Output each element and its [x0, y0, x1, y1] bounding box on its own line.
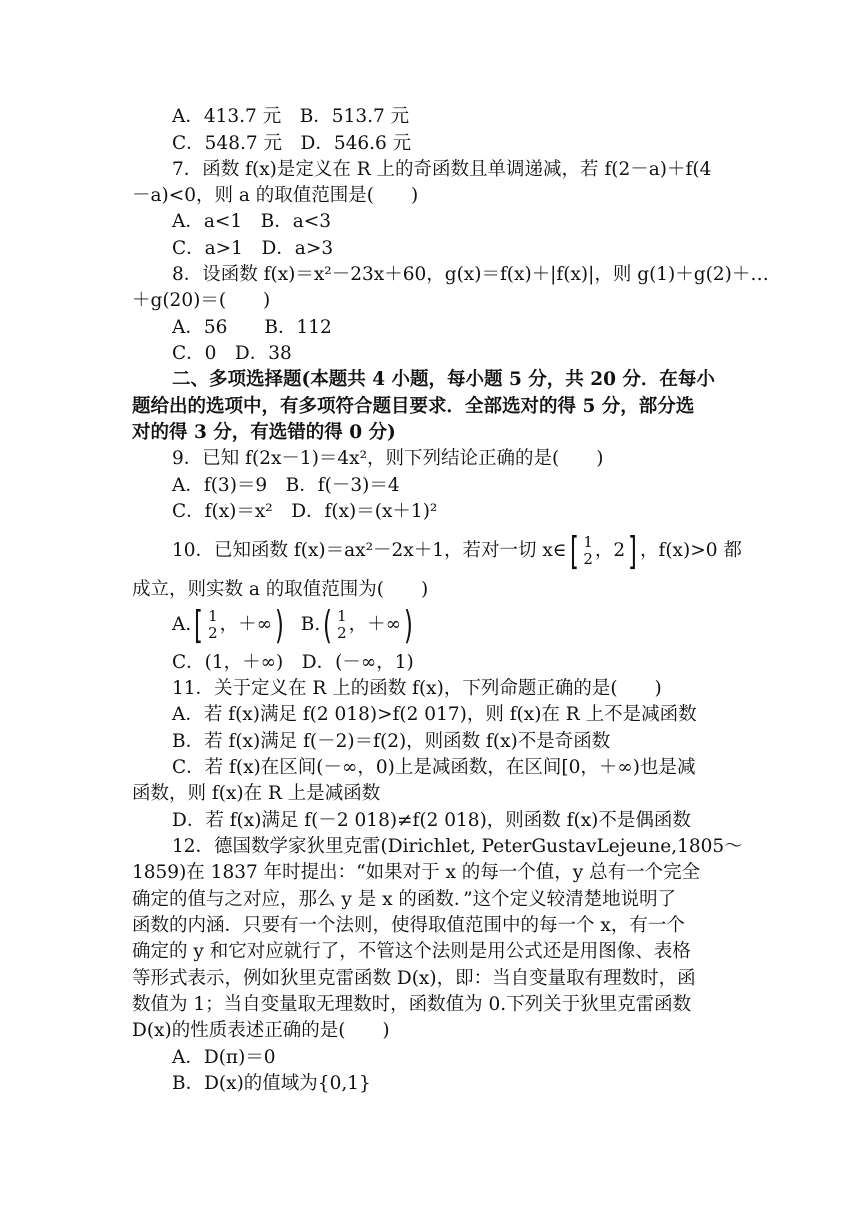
q12-stem-line2: 1859)在 1837 年时提出：“如果对于 x 的每一个值，y 总有一个完全: [132, 862, 701, 883]
fraction-denominator: 2: [208, 624, 218, 642]
right-paren: ): [404, 603, 413, 647]
q8-options-cd: C．0 D．38: [172, 343, 292, 364]
q6-options-cd: C．548.7 元 D．546.6 元: [172, 133, 412, 154]
section2-heading-line3: 对的得 3 分，有选错的得 0 分): [132, 422, 396, 443]
q7-options-ab: A．a<1 B．a<3: [172, 211, 332, 232]
q12-stem-line7: 数值为 1；当自变量取无理数时，函数值为 0.下列关于狄里克雷函数: [132, 994, 692, 1015]
q10-options-ab: [172, 602, 416, 648]
q12-option-b: B．D(x)的值域为{0,1}: [172, 1073, 371, 1094]
fraction-denominator: 2: [583, 550, 593, 568]
q10-options-cd: C．(1，＋∞) D．(－∞，1): [172, 652, 414, 673]
q7-stem-line1: 7．函数 f(x)是定义在 R 上的奇函数且单调递减，若 f(2－a)＋f(4: [172, 159, 712, 180]
q11-option-c-line1: C．若 f(x)在区间(－∞，0)上是减函数，在区间[0，＋∞)也是减: [172, 757, 696, 778]
q10-fraction: [583, 534, 593, 568]
q9-options-ab: A．f(3)＝9 B．f(－3)＝4: [172, 475, 400, 496]
q7-options-cd: C．a>1 D．a>3: [172, 238, 334, 259]
q12-option-a: A．D(π)＝0: [172, 1047, 276, 1068]
q10-stem-post: ，f(x)>0 都: [639, 540, 742, 561]
q10-stem-pre: 10．已知函数 f(x)＝ax²－2x＋1，若对一切 x∈: [172, 540, 567, 561]
q10-stem-line1: [172, 528, 742, 574]
q11-stem: 11．关于定义在 R 上的函数 f(x)，下列命题正确的是( ): [172, 678, 662, 699]
q12-stem-line5: 确定的 y 和它对应就行了，不管这个法则是用公式还是用图像、表格: [132, 941, 691, 962]
q12-stem-line6: 等形式表示，例如狄里克雷函数 D(x)，即：当自变量取有理数时，函: [132, 968, 696, 989]
left-bracket: [: [569, 529, 579, 573]
q11-option-a: A．若 f(x)满足 f(2 018)>f(2 017)，则 f(x)在 R 上不是减函数: [172, 704, 697, 725]
section2-heading-line2: 题给出的选项中，有多项符合题目要求．全部选对的得 5 分，部分选: [132, 396, 695, 417]
left-bracket: [: [194, 603, 204, 647]
q8-stem-line1: 8．设函数 f(x)＝x²－23x＋60，g(x)＝f(x)＋|f(x)|，则 g(1)＋g(2)＋…: [172, 264, 769, 285]
q11-option-d: D．若 f(x)满足 f(－2 018)≠f(2 018)，则函数 f(x)不是偶函数: [172, 810, 691, 831]
q6-options-ab: A．413.7 元 B．513.7 元: [172, 106, 410, 127]
q10-option-a-label: A.: [172, 614, 192, 635]
fraction-numerator: 1: [337, 607, 347, 625]
q7-stem-line2: －a)<0，则 a 的取值范围是( ): [132, 185, 419, 206]
q10-stem-line2: 成立，则实数 a 的取值范围为( ): [132, 579, 429, 600]
q9-stem: 9．已知 f(2x－1)＝4x²，则下列结论正确的是( ): [172, 448, 604, 469]
q12-stem-line8: D(x)的性质表述正确的是( ): [132, 1020, 390, 1041]
q9-options-cd: C．f(x)＝x² D．f(x)＝(x＋1)²: [172, 501, 438, 522]
q10-option-b-label: B.: [300, 614, 321, 635]
fraction-numerator: 1: [208, 607, 218, 625]
q12-stem-line3: 确定的值与之对应，那么 y 是 x 的函数．”这个定义较清楚地说明了: [132, 889, 677, 910]
q8-stem-line2: ＋g(20)＝( ): [132, 290, 271, 311]
q10-option-b-fraction: [337, 608, 347, 642]
fraction-denominator: 2: [337, 624, 347, 642]
q12-stem-line4: 函数的内涵．只要有一个法则，使得取值范围中的每一个 x，有一个: [132, 915, 685, 936]
q10-option-a-rest: ，＋∞: [219, 614, 273, 635]
q12-stem-line1: 12．德国数学家狄里克雷(Dirichlet, PeterGustavLejeune,1805～: [172, 836, 743, 857]
q8-options-ab: A．56 B．112: [172, 317, 332, 338]
interval-rest: ，2: [594, 540, 626, 561]
q10-option-a-fraction: [208, 608, 218, 642]
section2-heading-line1: 二、多项选择题(本题共 4 小题，每小题 5 分，共 20 分．在每小: [172, 369, 715, 390]
q11-option-c-line2: 函数，则 f(x)在 R 上是减函数: [132, 783, 381, 804]
q10-option-b-rest: ，＋∞: [348, 614, 402, 635]
fraction-numerator: 1: [583, 533, 593, 551]
left-paren: (: [323, 603, 333, 647]
right-paren: ): [275, 603, 284, 647]
q11-option-b: B．若 f(x)满足 f(－2)＝f(2)，则函数 f(x)不是奇函数: [172, 731, 611, 752]
right-bracket: ]: [628, 529, 638, 573]
